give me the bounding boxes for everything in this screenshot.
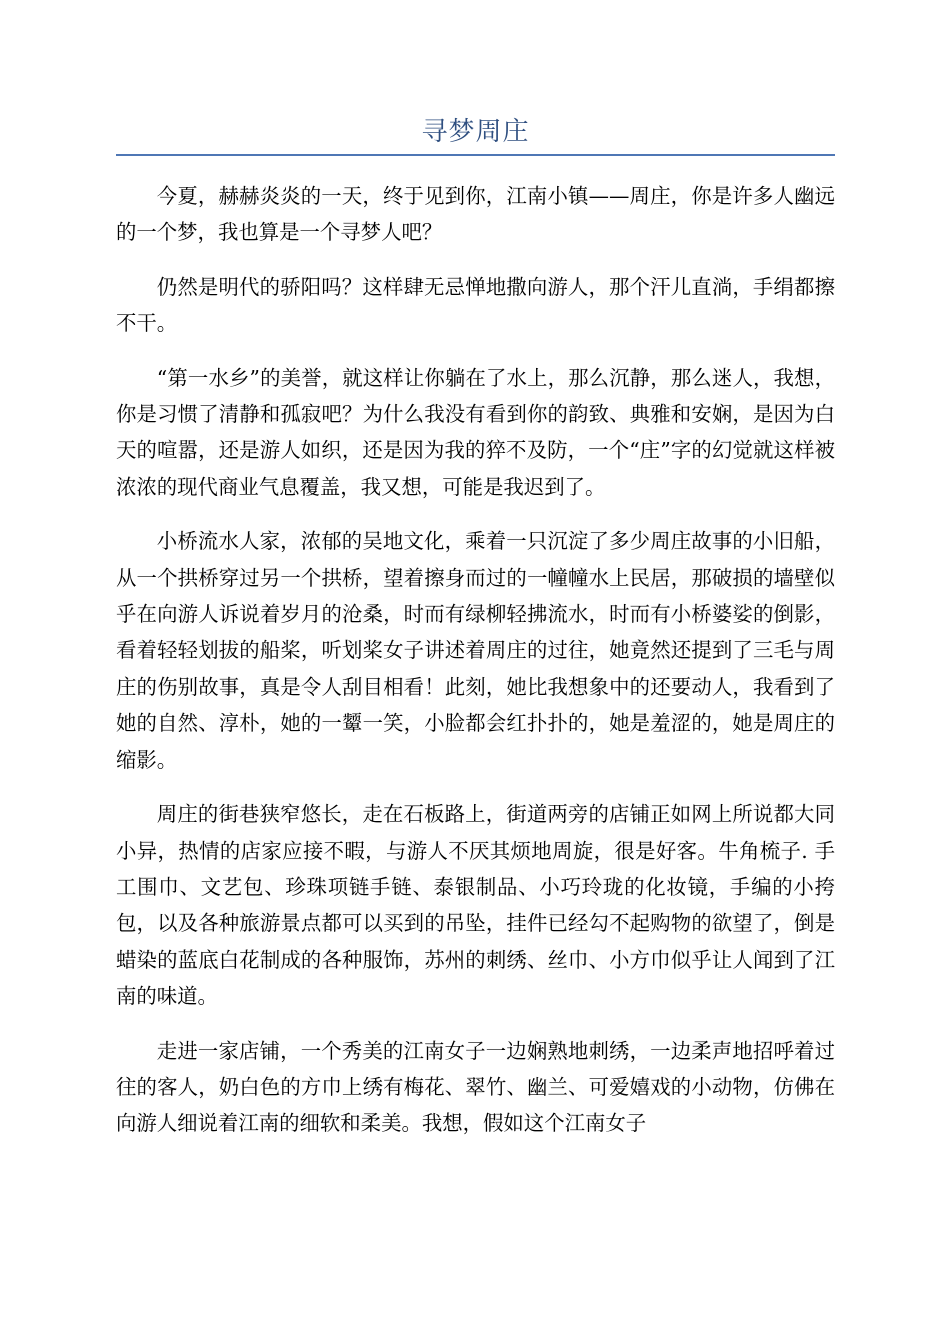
- article-body: [116, 178, 835, 1160]
- paragraph-5: 周庄的街巷狭窄悠长，走在石板路上，街道两旁的店铺正如网上所说都大同小异，热情的店家应接不暇，与游人不厌其烦地周旋，很是好客。牛角梳子. 手工围巾、文艺包、珍珠项链手链、泰银制品、小巧玲珑的化妆镜，手编的小挎包，以及各种旅游景点都可以买到的吊坠，挂件已经勾不起购物的欲望了，倒是蜡染的蓝底白花制成的各种服饰，苏州的刺绣、丝巾、小方巾似乎让人闻到了江南的味道。: [116, 802, 835, 1009]
- title-underline: [116, 154, 835, 156]
- paragraph-1: 今夏，赫赫炎炎的一天，终于见到你，江南小镇——周庄，你是许多人幽远的一个梦，我也算是一个寻梦人吧？: [116, 184, 835, 245]
- paragraph-2: 仍然是明代的骄阳吗？这样肆无忌惮地撒向游人，那个汗儿直淌，手绢都擦不干。: [116, 274, 835, 336]
- paragraph-6: 走进一家店铺，一个秀美的江南女子一边娴熟地刺绣，一边柔声地招呼着过往的客人，奶白色的方巾上绣有梅花、翠竹、幽兰、可爱嬉戏的小动物，仿佛在向游人细说着江南的细软和柔美。我想，假如这个江南女子: [116, 1038, 835, 1136]
- paragraph-4: 小桥流水人家，浓郁的吴地文化，乘着一只沉淀了多少周庄故事的小旧船，从一个拱桥穿过另一个拱桥，望着擦身而过的一幢幢水上民居，那破损的墙壁似乎在向游人诉说着岁月的沧桑，时而有绿柳轻拂流水，时而有小桥婆娑的倒影，看着轻轻划拔的船桨，听划桨女子讲述着周庄的过往，她竟然还提到了三毛与周庄的伤别故事，真是令人刮目相看！此刻，她比我想象中的还要动人，我看到了她的自然、淳朴，她的一颦一笑，小脸都会红扑扑的，她是羞涩的，她是周庄的缩影。: [116, 529, 835, 772]
- paragraph-3: “第一水乡”的美誉，就这样让你躺在了水上，那么沉静，那么迷人，我想，你是习惯了清静和孤寂吧？为什么我没有看到你的韵致、典雅和安娴，是因为白天的喧嚣，还是游人如织，还是因为我的猝不及防，一个“庄”字的幻觉就这样被浓浓的现代商业气息覆盖，我又想，可能是我迟到了。: [116, 365, 835, 499]
- page-title: 寻梦周庄: [421, 117, 530, 147]
